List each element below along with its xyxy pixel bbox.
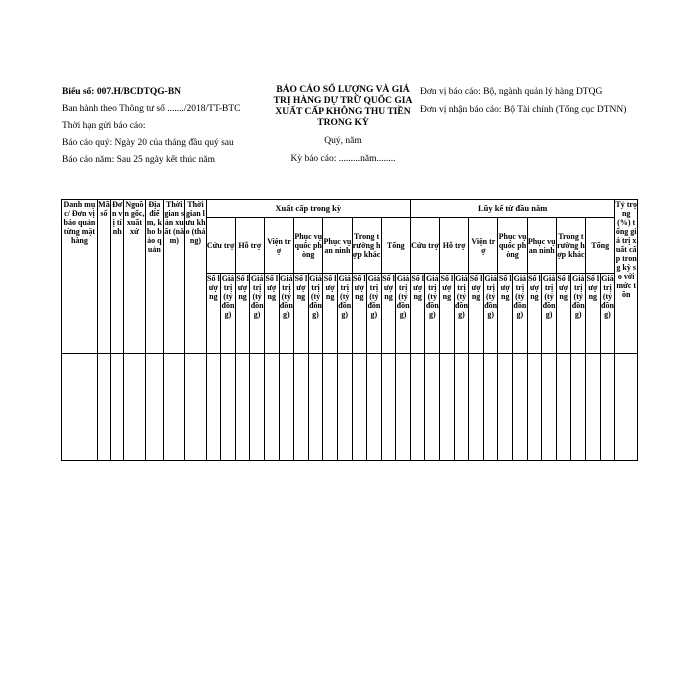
empty-cell: [396, 354, 411, 461]
column-header: Nguồn gốc, xuất xứ: [124, 200, 145, 354]
empty-cell: [279, 354, 294, 461]
report-period: Kỳ báo cáo: .........năm........: [290, 154, 396, 164]
header-left: [62, 86, 267, 171]
empty-cell: [206, 354, 221, 461]
quantity-header: Số lượng: [381, 274, 396, 354]
empty-cell: [527, 354, 542, 461]
value-header: Giá trị (tỷ đồng): [396, 274, 411, 354]
quantity-header: Số lượng: [323, 274, 338, 354]
table-row: [62, 354, 638, 461]
issued-by: Ban hành theo Thông tư số ......./2018/TT-BTC: [62, 104, 241, 114]
quantity-header: Số lượng: [556, 274, 571, 354]
value-header: Giá trị (tỷ đồng): [425, 274, 440, 354]
sub-group-header: Tổng: [381, 218, 410, 274]
value-header: Giá trị (tỷ đồng): [542, 274, 557, 354]
sub-group-header: Tổng: [586, 218, 615, 274]
empty-cell: [542, 354, 557, 461]
empty-cell: [425, 354, 440, 461]
empty-cell: [264, 354, 279, 461]
empty-cell: [513, 354, 528, 461]
empty-cell: [62, 354, 98, 461]
sub-group-header: Phục vụ quốc phòng: [498, 218, 527, 274]
empty-cell: [164, 354, 185, 461]
column-header: Danh mục/ Đơn vị báo quản từng mặt hàng: [62, 200, 98, 354]
group-header-current: Xuất cấp trong kỳ: [206, 200, 410, 218]
reporting-unit: Đơn vị báo cáo: Bộ, ngành quản lý hàng DTQG: [420, 87, 603, 97]
report-table: [61, 199, 638, 461]
quantity-header: Số lượng: [294, 274, 309, 354]
empty-cell: [323, 354, 338, 461]
empty-cell: [124, 354, 145, 461]
sub-group-header: Phục vụ an ninh: [323, 218, 352, 274]
sub-group-header: Cứu trợ: [410, 218, 439, 274]
report-title: BÁO CÁO SỐ LƯỢNG VÀ GIÁ TRỊ HÀNG DỰ TRỮ QUỐC GIA XUẤT CẤP KHÔNG THU TIỀN TRONG KỲ: [273, 85, 413, 128]
header-right: [420, 86, 640, 122]
value-header: Giá trị (tỷ đồng): [250, 274, 265, 354]
empty-cell: [586, 354, 601, 461]
sub-group-header: Phục vụ an ninh: [527, 218, 556, 274]
empty-cell: [440, 354, 455, 461]
empty-cell: [469, 354, 484, 461]
receiving-unit: Đơn vị nhận báo cáo: Bộ Tài chính (Tổng cục DTNN): [420, 105, 627, 115]
empty-cell: [185, 354, 206, 461]
empty-cell: [221, 354, 236, 461]
sub-group-header: Hỗ trợ: [440, 218, 469, 274]
empty-cell: [410, 354, 425, 461]
empty-cell: [615, 354, 638, 461]
empty-cell: [308, 354, 323, 461]
sub-group-header: Cứu trợ: [206, 218, 235, 274]
value-header: Giá trị (tỷ đồng): [513, 274, 528, 354]
value-header: Giá trị (tỷ đồng): [483, 274, 498, 354]
yearly-deadline: Báo cáo năm: Sau 25 ngày kết thúc năm: [62, 155, 216, 165]
quarterly-deadline: Báo cáo quý: Ngày 20 của tháng đầu quý sau: [62, 138, 234, 148]
column-header: Đơn vị tính: [111, 200, 124, 354]
group-header-cumulative: Lũy kế từ đầu năm: [410, 200, 614, 218]
column-header: Mã số: [97, 200, 110, 354]
quantity-header: Số lượng: [264, 274, 279, 354]
value-header: Giá trị (tỷ đồng): [571, 274, 586, 354]
sub-group-header: Trong trường hợp khác: [556, 218, 585, 274]
quantity-header: Số lượng: [235, 274, 250, 354]
empty-cell: [97, 354, 110, 461]
report-subtitle: Quý, năm: [324, 136, 362, 146]
quantity-header: Số lượng: [440, 274, 455, 354]
value-header: Giá trị (tỷ đồng): [221, 274, 236, 354]
empty-cell: [571, 354, 586, 461]
quantity-header: Số lượng: [206, 274, 221, 354]
value-header: Giá trị (tỷ đồng): [367, 274, 382, 354]
empty-cell: [483, 354, 498, 461]
column-header: Thời gian sản xuất (năm): [164, 200, 185, 354]
quantity-header: Số lượng: [469, 274, 484, 354]
empty-cell: [381, 354, 396, 461]
quantity-header: Số lượng: [498, 274, 513, 354]
quantity-header: Số lượng: [410, 274, 425, 354]
empty-cell: [600, 354, 615, 461]
empty-cell: [352, 354, 367, 461]
empty-cell: [367, 354, 382, 461]
empty-cell: [498, 354, 513, 461]
value-header: Giá trị (tỷ đồng): [308, 274, 323, 354]
form-code: Biểu số: 007.H/BCDTQG-BN: [62, 87, 182, 97]
sub-group-header: Viện trợ: [469, 218, 498, 274]
empty-cell: [556, 354, 571, 461]
column-header: Thời gian lưu kho (tháng): [185, 200, 206, 354]
empty-cell: [337, 354, 352, 461]
column-header: Địa điểm, kho bảo quản: [145, 200, 164, 354]
value-header: Giá trị (tỷ đồng): [454, 274, 469, 354]
empty-cell: [235, 354, 250, 461]
empty-cell: [250, 354, 265, 461]
empty-cell: [294, 354, 309, 461]
empty-cell: [145, 354, 164, 461]
value-header: Giá trị (tỷ đồng): [279, 274, 294, 354]
quantity-header: Số lượng: [586, 274, 601, 354]
deadline-label: Thời hạn gửi báo cáo:: [62, 121, 146, 131]
header-center: [268, 85, 418, 165]
value-header: Giá trị (tỷ đồng): [600, 274, 615, 354]
sub-group-header: Hỗ trợ: [235, 218, 264, 274]
quantity-header: Số lượng: [527, 274, 542, 354]
empty-cell: [454, 354, 469, 461]
sub-group-header: Trong trường hợp khác: [352, 218, 381, 274]
ratio-column-header: Tỷ trọng (%) tổng giá trị xuất cấp trong kỳ so với mức tồn: [615, 200, 638, 354]
empty-cell: [111, 354, 124, 461]
sub-group-header: Viện trợ: [264, 218, 293, 274]
value-header: Giá trị (tỷ đồng): [337, 274, 352, 354]
quantity-header: Số lượng: [352, 274, 367, 354]
sub-group-header: Phục vụ quốc phòng: [294, 218, 323, 274]
